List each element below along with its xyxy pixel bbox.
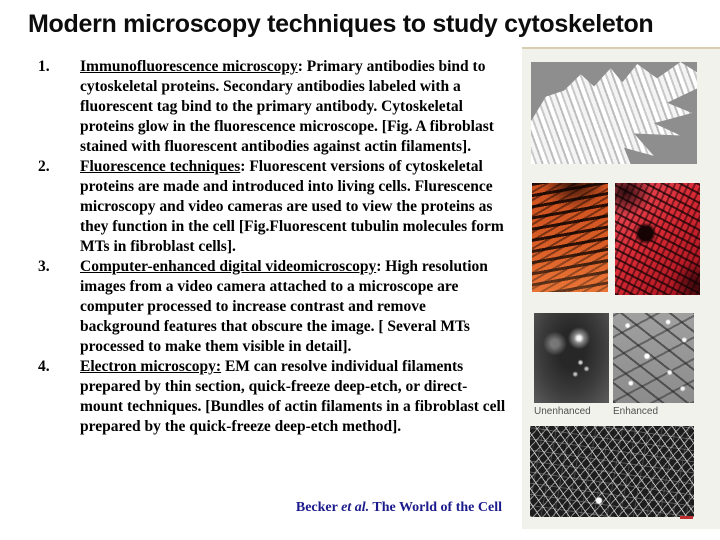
unenhanced-video-image	[534, 313, 609, 403]
list-item	[38, 157, 508, 257]
citation-book-title: The World of the Cell	[369, 500, 502, 515]
item-text	[80, 157, 508, 257]
fibroblast-cell-shape	[531, 62, 697, 164]
technique-list	[38, 57, 508, 437]
separator: :	[376, 258, 386, 275]
citation	[296, 500, 502, 516]
electron-micrograph-image	[530, 426, 694, 517]
orange-tubulin-fluorescence-image	[532, 183, 608, 292]
technique-name: Immunofluorescence microscopy	[80, 58, 298, 75]
item-text	[80, 57, 508, 157]
technique-name: Fluorescence techniques	[80, 158, 241, 175]
enhanced-video-image	[613, 313, 694, 403]
enhanced-label: Enhanced	[613, 406, 659, 417]
item-number: 2.	[38, 158, 50, 175]
unenhanced-label: Unenhanced	[534, 406, 591, 417]
item-text	[80, 357, 508, 437]
item-number: 3.	[38, 258, 50, 275]
technique-description: EM can resolve individual filaments prepared by thin section, quick-freeze deep-etch, or direct-mount techniques. [Bundles of actin filaments in a fibroblast cell prepared by the quick-freeze deep-etch method].	[80, 358, 506, 435]
list-item	[38, 357, 508, 437]
item-number: 4.	[38, 358, 50, 375]
item-text	[80, 257, 508, 357]
technique-description: Primary antibodies bind to cytoskeletal proteins. Secondary antibodies labeled with a fluorescent tag bind to the primary antibody. Cytoskeletal proteins glow in the fluorescence microscope. [Fig. A fibroblast stained with fluorescent antibodies against actin filaments].	[80, 58, 494, 155]
technique-name: Computer-enhanced digital videomicroscopy	[80, 258, 377, 275]
figure-panel	[522, 47, 720, 529]
technique-name: Electron microscopy:	[80, 358, 222, 375]
list-item	[38, 257, 508, 357]
citation-author: Becker	[295, 500, 342, 515]
technique-description: High resolution images from a video camera attached to a microscope are computer processed to increase contrast and remove background features that obscure the image. [ Several MTs processed to make them visible in detail].	[80, 258, 488, 355]
technique-description: Fluorescent versions of cytoskeletal proteins are made and introduced into living cells. Flurescence microscopy and video cameras are used to view the proteins as they function in the cell [Fig.Fluorescent tubulin molecules form MTs in fibroblast cells].	[80, 158, 504, 255]
fluorescence-fibroblast-image	[531, 62, 697, 164]
red-scale-mark	[680, 516, 693, 519]
separator: :	[297, 58, 307, 75]
list-item	[38, 57, 508, 157]
red-microtubule-fluorescence-image	[615, 183, 700, 295]
separator: :	[240, 158, 250, 175]
slide-title: Modern microscopy techniques to study cytoskeleton	[28, 10, 654, 38]
item-number: 1.	[38, 58, 50, 75]
citation-etal: et al.	[341, 500, 370, 515]
